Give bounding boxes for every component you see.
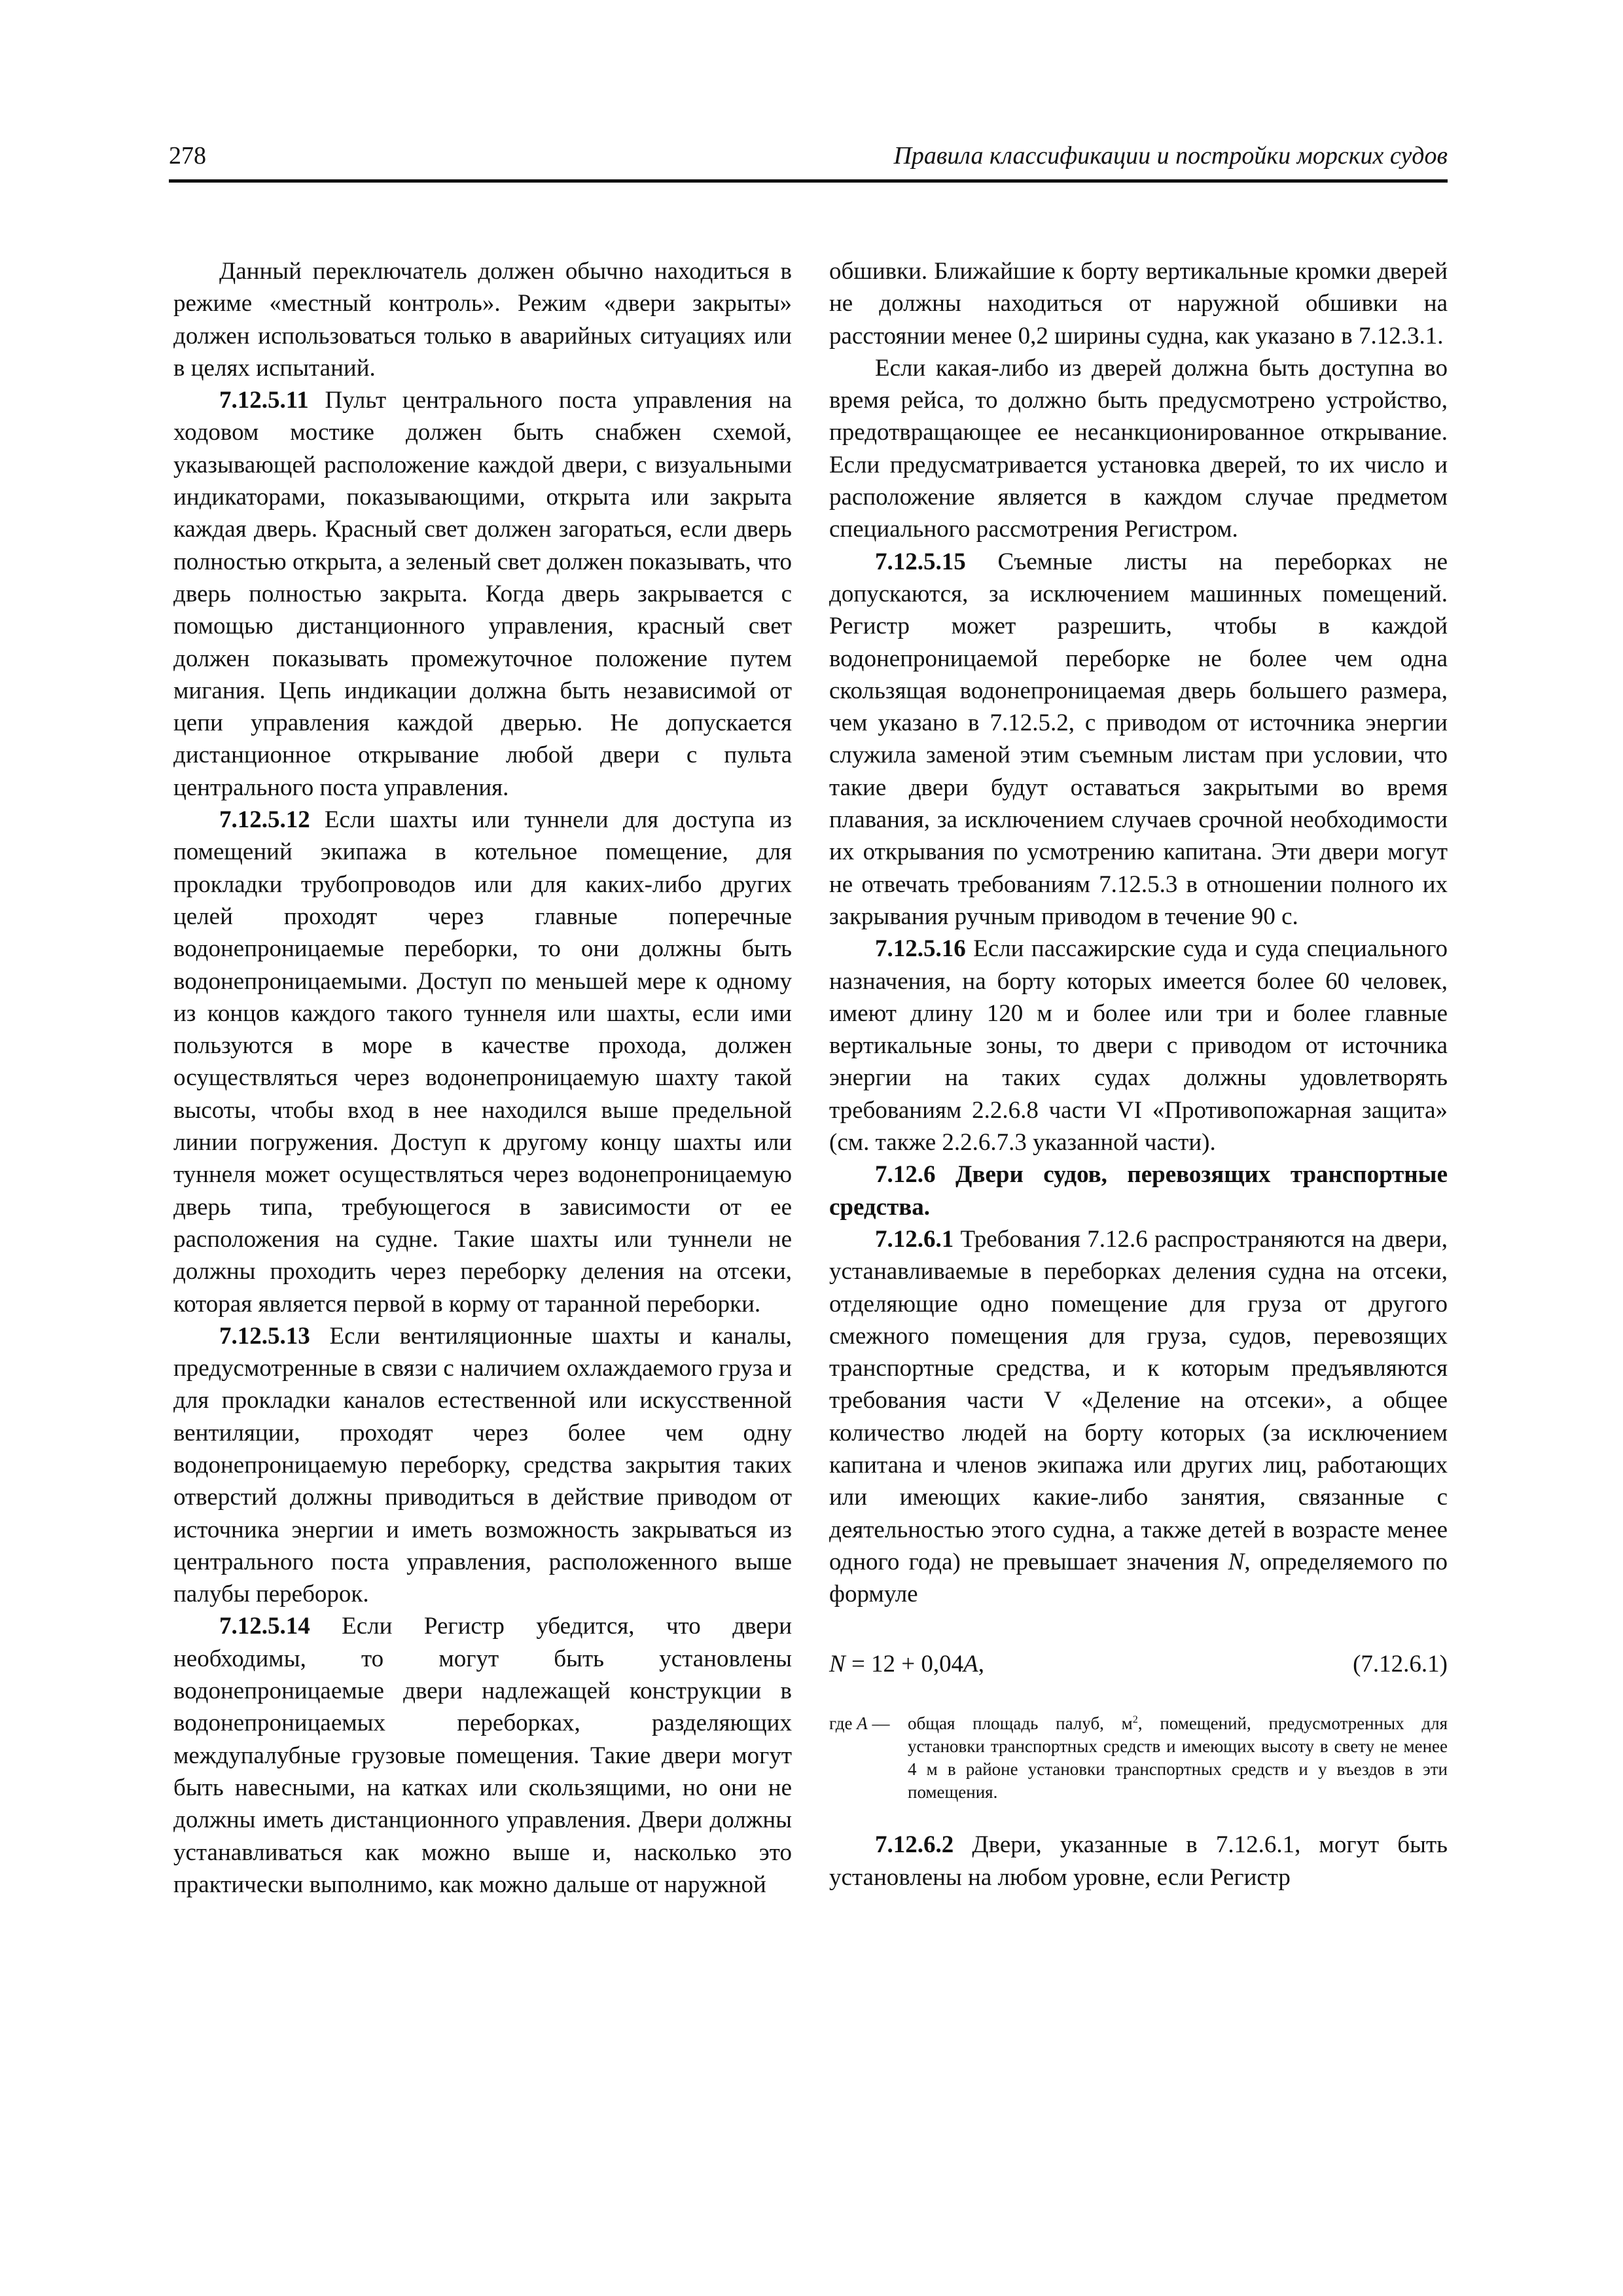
page-header (169, 139, 1448, 183)
formula-expression: N = 12 + 0,04A, (829, 1651, 985, 1678)
paragraph-7-12-5-12: 7.12.5.12 Если шахты или туннели для доступа из помещений экипажа в котельное помещение, для прокладки трубопроводов или для каких-либо других целей проходят через главные поперечные водонепроницаемые переборки, то они должны быть водонепроницаемыми. Доступ по меньшей мере к одному из концов каждого такого туннеля или шахты, если ими пользуются в море в качестве прохода, должен осуществляться через водонепроницаемую шахту такой высоты, чтобы вход в нее находился выше предельной линии погружения. Доступ к другому концу шахты или туннеля может осуществляться через водонепроницаемую дверь типа, требующегося в зависимости от ее расположения на судне. Такие шахты или туннели не должны проходить через переборку деления на отсеки, которая является первой в корму от таранной переборки. (173, 806, 792, 1318)
paragraph-door-access: Если какая-либо из дверей должна быть доступна во время рейса, то должно быть предусмотрено устройство, предотвращающее ее несанкционированное открывание. Если предусматривается установка дверей, то их число и расположение является в каждом случае предметом специального рассмотрения Регистром. (829, 354, 1448, 543)
clause-number: 7.12.6.1 (875, 1225, 954, 1253)
formula-number: (7.12.6.1) (1353, 1651, 1448, 1678)
page-number: 278 (169, 142, 206, 170)
paragraph-7-12-5-16: 7.12.5.16 Если пассажирские суда и суда специального назначения, на борту которых имеется более 60 человек, имеют длину 120 м и более или три и более главные вертикальные зоны, то двери с приводом от источника энергии на таких судах должны удовлетворять требованиям 2.2.6.8 части VI «Противопожарная защита» (см. также 2.2.6.7.3 указанной части). (829, 935, 1448, 1157)
clause-number: 7.12.6.2 (875, 1831, 954, 1859)
clause-number: 7.12.5.16 (875, 935, 966, 963)
running-title: Правила классификации и постройки морских судов (893, 142, 1448, 170)
clause-number: 7.12.5.12 (219, 806, 310, 834)
legend-symbol: где A — (829, 1713, 890, 1734)
paragraph-7-12-6-1: 7.12.6.1 Требования 7.12.6 распространяются на двери, устанавливаемые в переборках деления судна на отсеки, отделяющие одно помещение для груза от другого смежного помещения для груза, судов, перевозящих транспортные средства, и к которым предъявляются требования части V «Деление на отсеки», а общее количество людей на борту которых (за исключением капитана и членов экипажа или других лиц, работающих или имеющих какие-либо занятия, связанные с деятельностью этого судна, а также детей в возрасте менее одного года) не превышает значения N, определяемого по формуле (829, 1225, 1448, 1608)
clause-number: 7.12.5.15 (875, 548, 966, 575)
left-column (173, 255, 792, 1901)
clause-number: 7.12.5.11 (219, 387, 309, 414)
paragraph-continuation: обшивки. Ближайшие к борту вертикальные кромки дверей не должны находиться от наружной обшивки на расстоянии менее 0,2 ширины судна, как указано в 7.12.3.1. (829, 258, 1448, 350)
section-heading-7-12-6: 7.12.6 Двери судов, перевозящих транспортные средства. (829, 1161, 1448, 1221)
paragraph-continuation: Данный переключатель должен обычно находиться в режиме «местный контроль». Режим «двери закрыты» должен использоваться только в аварийных ситуациях или в целях испытаний. (173, 258, 792, 382)
paragraph-7-12-5-11: 7.12.5.11 Пульт центрального поста управления на ходовом мостике должен быть снабжен схемой, указывающей расположение каждой двери, с визуальными индикаторами, показывающими, открыта или закрыта каждая дверь. Красный свет должен загораться, если дверь полностью открыта, а зеленый свет должен показывать, что дверь полностью закрыта. Когда дверь закрывается с помощью дистанционного управления, красный свет должен показывать промежуточное положение путем мигания. Цепь индикации должна быть независимой от цепи управления каждой дверью. Не допускается дистанционное открывание любой двери с пульта центрального поста управления. (173, 387, 792, 801)
paragraph-7-12-5-15: 7.12.5.15 Съемные листы на переборках не допускаются, за исключением машинных помещений. Регистр может разрешить, чтобы в каждой водонепроницаемой переборке не более чем одна скользящая водонепроницаемая дверь большего размера, чем указано в 7.12.5.2, с приводом от источника энергии служила заменой этим съемным листам при условии, что такие двери будут оставаться закрытыми во время плавания, за исключением случаев срочной необходимости их открывания по усмотрению капитана. Эти двери могут не отвечать требованиям 7.12.5.3 в отношении полного их закрывания ручным приводом в течение 90 с. (829, 548, 1448, 930)
paragraph-7-12-6-2: 7.12.6.2 Двери, указанные в 7.12.6.1, могут быть установлены на любом уровне, если Регистр (829, 1831, 1448, 1891)
formula-legend (829, 1712, 1448, 1804)
formula-7-12-6-1 (829, 1648, 1448, 1690)
clause-number: 7.12.5.14 (219, 1613, 310, 1640)
right-column (829, 255, 1448, 1893)
legend-definition: общая площадь палуб, $м^2$, помещений, предусмотренных для установки транспортных средств и имеющих высоту в свету не менее 4 м в районе установки транспортных средств и у въездов в эти помещения. (908, 1713, 1448, 1803)
paragraph-7-12-5-13: 7.12.5.13 Если вентиляционные шахты и каналы, предусмотренные в связи с наличием охлаждаемого груза и для прокладки каналов естественной или искусственной вентиляции, проходят через более чем одну водонепроницаемую переборку, средства закрытия таких отверстий должны приводиться в действие приводом от источника энергии и иметь возможность закрываться из центрального поста управления, расположенного выше палубы переборок. (173, 1322, 792, 1608)
clause-number: 7.12.5.13 (219, 1322, 310, 1350)
paragraph-7-12-5-14: 7.12.5.14 Если Регистр убедится, что двери необходимы, то могут быть установлены водонепроницаемые двери надлежащей конструкции в водонепроницаемых переборках, разделяющих междупалубные грузовые помещения. Такие двери могут быть навесными, на катках или скользящими, но они не должны иметь дистанционного управления. Двери должны устанавливаться как можно выше и, насколько это практически выполнимо, как можно дальше от наружной (173, 1613, 792, 1898)
